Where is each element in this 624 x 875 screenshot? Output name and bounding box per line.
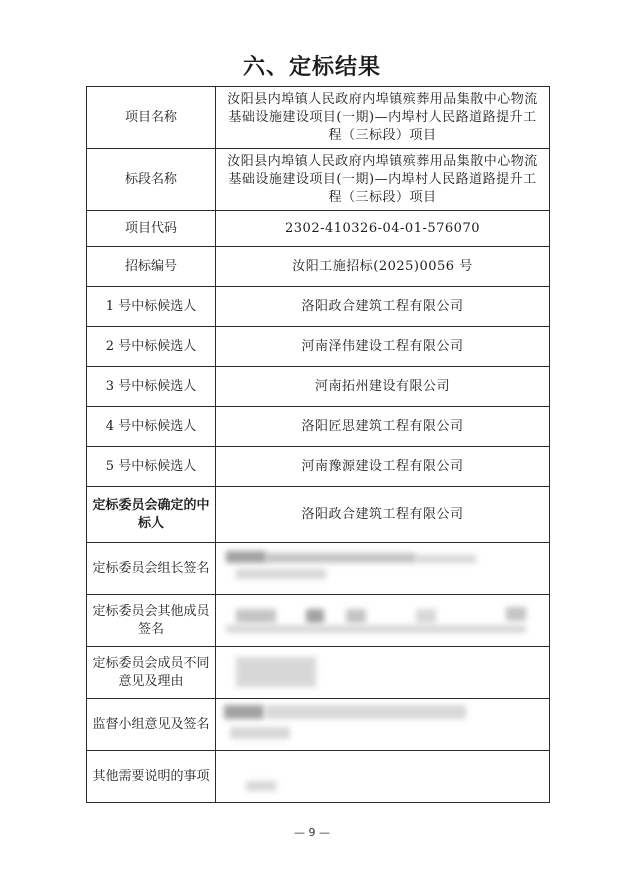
value-tender-number: 汝阳工施招标(2025)0056 号 bbox=[216, 247, 550, 287]
label-candidate-4: 4 号中标候选人 bbox=[87, 407, 216, 447]
label-supervision: 监督小组意见及签名 bbox=[87, 699, 216, 751]
label-other-members-signature: 定标委员会其他成员签名 bbox=[87, 595, 216, 647]
dissent-area bbox=[216, 647, 550, 699]
label-other-notes: 其他需要说明的事项 bbox=[87, 751, 216, 803]
page-title: 六、定标结果 bbox=[242, 55, 381, 80]
label-project-name: 项目名称 bbox=[87, 87, 216, 149]
label-candidate-5: 5 号中标候选人 bbox=[87, 447, 216, 487]
page-number: — 9 — bbox=[294, 826, 330, 839]
label-leader-signature: 定标委员会组长签名 bbox=[87, 543, 216, 595]
value-candidate-2: 河南泽伟建设工程有限公司 bbox=[216, 327, 550, 367]
table-row bbox=[87, 247, 550, 287]
table-row bbox=[87, 543, 550, 595]
table-row bbox=[87, 407, 550, 447]
label-candidate-1: 1 号中标候选人 bbox=[87, 287, 216, 327]
table-row bbox=[87, 487, 550, 543]
table-row bbox=[87, 149, 550, 211]
leader-signature-area bbox=[216, 543, 550, 595]
value-project-code: 2302-410326-04-01-576070 bbox=[216, 211, 550, 247]
value-project-name: 汝阳县内埠镇人民政府内埠镇殡葬用品集散中心物流基础设施建设项目(一期)—内埠村人民路道路提升工程（三标段）项目 bbox=[216, 87, 550, 149]
table-row bbox=[87, 595, 550, 647]
other-notes-area bbox=[216, 751, 550, 803]
supervision-signature-area bbox=[216, 699, 550, 751]
value-section-name: 汝阳县内埠镇人民政府内埠镇殡葬用品集散中心物流基础设施建设项目(一期)—内埠村人民路道路提升工程（三标段）项目 bbox=[216, 149, 550, 211]
value-candidate-5: 河南豫源建设工程有限公司 bbox=[216, 447, 550, 487]
table-row bbox=[87, 367, 550, 407]
other-members-signature-area bbox=[216, 595, 550, 647]
table-row bbox=[87, 699, 550, 751]
table-row bbox=[87, 87, 550, 149]
label-winning-bidder: 定标委员会确定的中标人 bbox=[87, 487, 216, 543]
table-row bbox=[87, 211, 550, 247]
table-row bbox=[87, 647, 550, 699]
label-candidate-2: 2 号中标候选人 bbox=[87, 327, 216, 367]
result-table bbox=[86, 86, 550, 803]
table-row bbox=[87, 447, 550, 487]
value-candidate-3: 河南拓州建设有限公司 bbox=[216, 367, 550, 407]
table-row bbox=[87, 327, 550, 367]
value-winning-bidder: 洛阳政合建筑工程有限公司 bbox=[216, 487, 550, 543]
label-candidate-3: 3 号中标候选人 bbox=[87, 367, 216, 407]
table-row bbox=[87, 751, 550, 803]
label-project-code: 项目代码 bbox=[87, 211, 216, 247]
label-section-name: 标段名称 bbox=[87, 149, 216, 211]
label-dissent: 定标委员会成员不同意见及理由 bbox=[87, 647, 216, 699]
value-candidate-4: 洛阳匠思建筑工程有限公司 bbox=[216, 407, 550, 447]
table-row bbox=[87, 287, 550, 327]
value-candidate-1: 洛阳政合建筑工程有限公司 bbox=[216, 287, 550, 327]
label-tender-number: 招标编号 bbox=[87, 247, 216, 287]
